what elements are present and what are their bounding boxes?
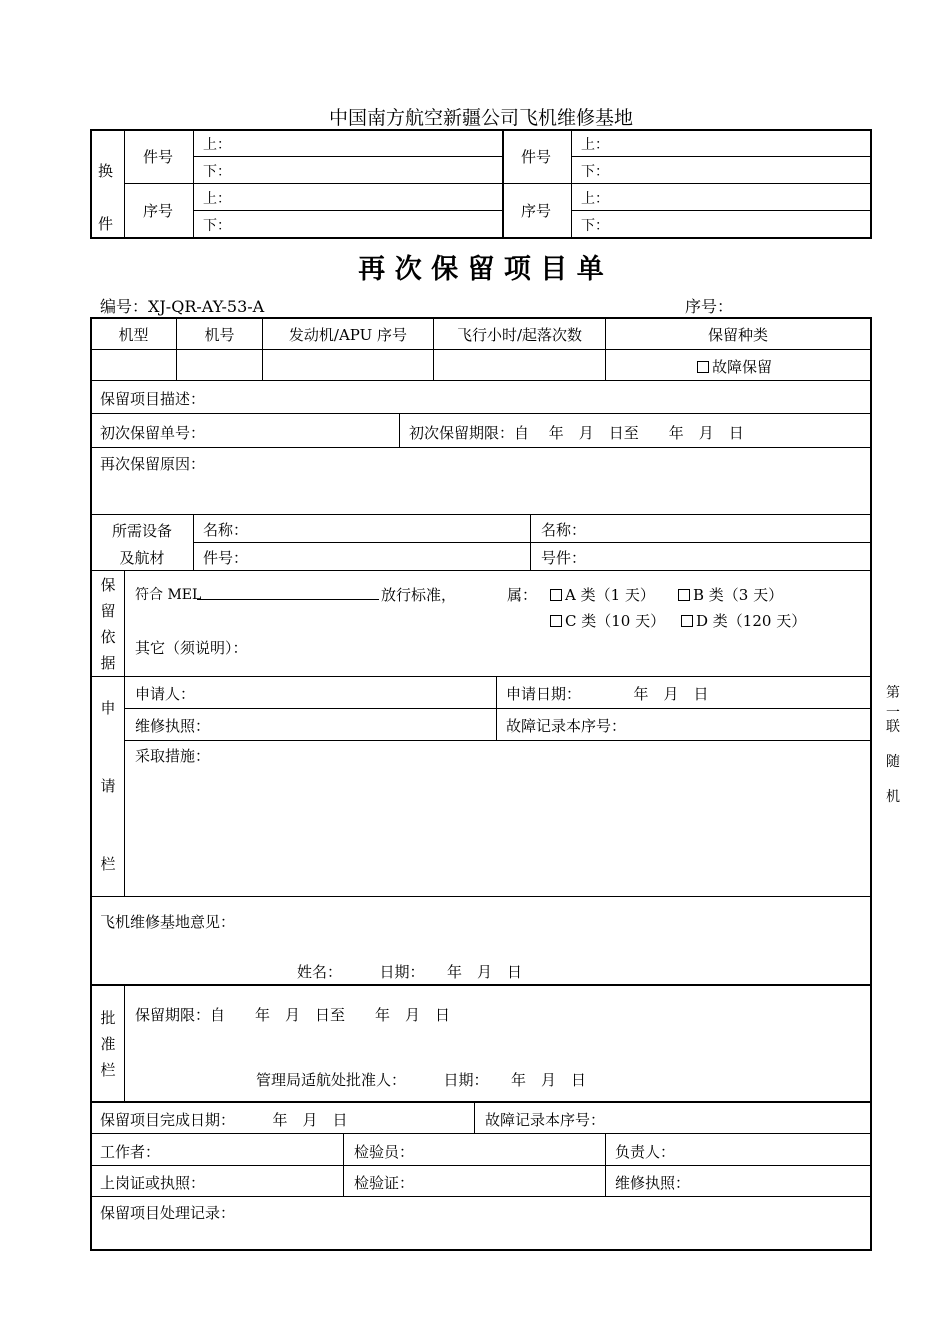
equipment-name-left[interactable]: 名称：: [203, 521, 249, 539]
application-side-3: 栏: [100, 855, 116, 873]
fault-deferral-checkbox[interactable]: [697, 356, 772, 377]
replace-serial-label-left: 序号: [143, 202, 174, 220]
cat-c-checkbox[interactable]: [550, 610, 665, 631]
checkbox-icon: [681, 615, 693, 627]
complete-date-field[interactable]: 保留项目完成日期： 年 月 日: [100, 1111, 348, 1129]
checkbox-icon: [697, 361, 709, 373]
inspector-field[interactable]: 检验员：: [354, 1143, 415, 1161]
equipment-part-right[interactable]: 号件：: [541, 549, 587, 567]
aircraft-type-cell[interactable]: [91, 350, 176, 380]
cat-d-checkbox[interactable]: [681, 610, 806, 631]
seq-label: 序号：: [685, 297, 734, 316]
copy-note-3: 联: [886, 719, 900, 735]
col-deferral-type: 保留种类: [707, 326, 768, 344]
application-side-1: 申: [100, 699, 116, 717]
applicant-field[interactable]: 申请人：: [135, 685, 196, 703]
approval-approver[interactable]: 管理局适航处批准人： 日期： 年 月 日: [256, 1071, 587, 1089]
cat-b-label: B 类（3 天）: [693, 586, 784, 604]
belongs-label: 属：: [507, 586, 538, 604]
maint-license-field[interactable]: 维修执照：: [615, 1174, 691, 1192]
approval-period[interactable]: 保留期限：自 年 月 日至 年 月 日: [135, 1006, 451, 1024]
license-field[interactable]: 维修执照：: [135, 717, 211, 735]
form-title: 再 次 保 留 项 目 单: [358, 254, 604, 285]
basis-side-2: 留: [100, 602, 116, 620]
redeferral-reason-label: 再次保留原因：: [100, 455, 206, 473]
copy-note-2: 一: [886, 705, 900, 721]
apply-date-field[interactable]: 申请日期： 年 月 日: [506, 685, 709, 703]
replace-side-top: 换: [98, 162, 114, 180]
cat-c-label: C 类（10 天）: [565, 612, 666, 630]
flight-hours-cell[interactable]: [434, 350, 605, 380]
responsible-field[interactable]: 负责人：: [615, 1143, 676, 1161]
replace-serial-up-left[interactable]: 上：: [203, 191, 231, 207]
basis-side-3: 依: [100, 628, 116, 646]
measures-field[interactable]: 采取措施：: [135, 747, 211, 765]
inspection-cert-field[interactable]: 检验证：: [354, 1174, 415, 1192]
replace-part-up-left[interactable]: 上：: [203, 137, 231, 153]
mel-suffix: 放行标准，: [381, 586, 457, 604]
replace-part-down-right[interactable]: 下：: [581, 164, 609, 180]
col-aircraft-no: 机号: [204, 326, 235, 344]
cat-b-checkbox[interactable]: [678, 584, 783, 605]
checkbox-icon: [550, 615, 562, 627]
col-flight-hours: 飞行小时/起落次数: [456, 326, 583, 344]
cat-a-label: A 类（1 天）: [565, 586, 655, 604]
replace-serial-up-right[interactable]: 上：: [581, 191, 609, 207]
replace-part-label-left: 件号: [143, 148, 174, 166]
equipment-label-line2: 及航材: [119, 549, 165, 567]
engine-apu-cell[interactable]: [263, 350, 433, 380]
base-opinion-sign[interactable]: 姓名： 日期： 年 月 日: [297, 963, 523, 981]
copy-note-1: 第: [886, 685, 900, 701]
replace-part-label-right: 件号: [521, 148, 552, 166]
replace-part-up-right[interactable]: 上：: [581, 137, 609, 153]
col-aircraft-type: 机型: [118, 326, 149, 344]
process-record-field[interactable]: 保留项目处理记录：: [100, 1204, 236, 1222]
equipment-name-right[interactable]: 名称：: [541, 521, 587, 539]
initial-form-no-label: 初次保留单号：: [100, 424, 206, 442]
aircraft-no-cell[interactable]: [177, 350, 262, 380]
equipment-label-line1: 所需设备: [111, 522, 172, 540]
fault-log-no-field[interactable]: 故障记录本序号：: [506, 717, 627, 735]
cat-d-label: D 类（120 天）: [696, 612, 807, 630]
fault-deferral-label: 故障保留: [712, 358, 773, 376]
equipment-part-left[interactable]: 件号：: [203, 549, 249, 567]
col-engine-apu: 发动机/APU 序号: [288, 326, 408, 344]
replace-serial-label-right: 序号: [521, 202, 552, 220]
replace-serial-down-right[interactable]: 下：: [581, 218, 609, 234]
item-description-label: 保留项目描述：: [100, 390, 206, 408]
checkbox-icon: [678, 589, 690, 601]
post-license-field[interactable]: 上岗证或执照：: [100, 1174, 206, 1192]
company-title: 中国南方航空新疆公司飞机维修基地: [328, 107, 633, 129]
approval-side-2: 准: [100, 1035, 116, 1053]
mel-blank-line[interactable]: [197, 599, 379, 600]
other-basis-label: 其它（须说明）：: [135, 639, 248, 657]
doc-number: 编号：XJ-QR-AY-53-A: [100, 297, 265, 316]
replace-side-bottom: 件: [98, 215, 114, 233]
approval-side-3: 栏: [100, 1061, 116, 1079]
copy-note-4: 随: [886, 754, 900, 770]
worker-field[interactable]: 工作者：: [100, 1143, 161, 1161]
checkbox-icon: [550, 589, 562, 601]
approval-side-1: 批: [100, 1009, 116, 1027]
basis-side-1: 保: [100, 576, 116, 594]
completion-fault-log-no[interactable]: 故障记录本序号：: [485, 1111, 606, 1129]
initial-period-label: 初次保留期限：自 年 月 日至 年 月 日: [409, 424, 744, 442]
replace-part-down-left[interactable]: 下：: [203, 164, 231, 180]
basis-side-4: 据: [100, 654, 116, 672]
mel-prefix: 符合 MEL: [135, 587, 202, 603]
base-opinion-label: 飞机维修基地意见：: [100, 913, 236, 931]
copy-note-5: 机: [886, 789, 900, 805]
replace-serial-down-left[interactable]: 下：: [203, 218, 231, 234]
cat-a-checkbox[interactable]: [550, 584, 655, 605]
application-side-2: 请: [100, 777, 116, 795]
